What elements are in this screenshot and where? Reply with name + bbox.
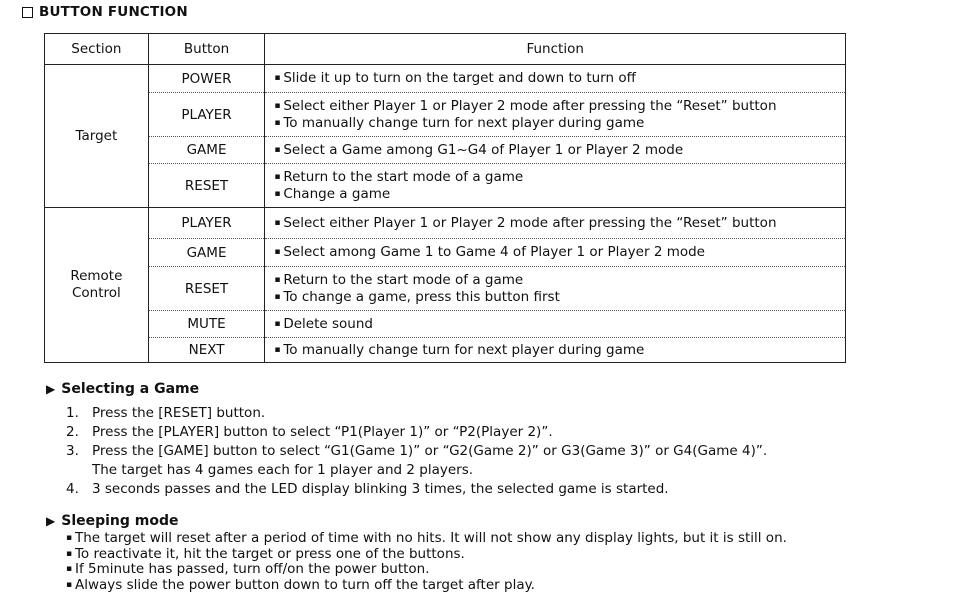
button-name: GAME <box>148 239 265 267</box>
button-function-table <box>44 33 846 363</box>
table-row <box>45 164 846 208</box>
function-cell <box>265 65 846 93</box>
header-section: Section <box>45 34 149 65</box>
button-name: RESET <box>148 267 265 311</box>
table-row <box>45 208 846 239</box>
step-continuation: The target has 4 games each for 1 player and 2 players. <box>92 462 474 478</box>
section-target: Target <box>45 65 149 208</box>
table-header-row <box>45 34 846 65</box>
step-text: 3 seconds passes and the LED display blinking 3 times, the selected game is started. <box>92 481 669 497</box>
function-line: ▪ Return to the start mode of a game <box>274 169 845 186</box>
function-cell <box>265 164 846 208</box>
table-row <box>45 137 846 164</box>
function-line: ▪ Delete sound <box>274 316 845 333</box>
section-line: Control <box>71 285 121 301</box>
step-text: Press the [PLAYER] button to select “P1(Player 1)” or “P2(Player 2)”. <box>92 424 553 440</box>
header-button: Button <box>148 34 265 65</box>
function-line: ▪ Select among Game 1 to Game 4 of Player 1 or Player 2 mode <box>274 244 845 261</box>
step-number: 4. <box>66 481 79 497</box>
step-text: Press the [RESET] button. <box>92 405 266 421</box>
button-name: NEXT <box>148 338 265 363</box>
step-number: 3. <box>66 443 79 459</box>
function-line: ▪ Return to the start mode of a game <box>274 272 845 289</box>
list-item <box>66 480 767 499</box>
table-row <box>45 311 846 338</box>
list-item <box>66 423 767 442</box>
sleeping-mode-list <box>66 531 787 594</box>
function-line: ▪ To manually change turn for next player during game <box>274 115 845 132</box>
section-line: Remote <box>70 268 123 284</box>
table-row <box>45 239 846 267</box>
function-cell <box>265 137 846 164</box>
function-cell <box>265 93 846 137</box>
function-line: ▪ Select a Game among G1~G4 of Player 1 or Player 2 mode <box>274 142 845 159</box>
table-row <box>45 93 846 137</box>
table-row <box>45 65 846 93</box>
step-number: 2. <box>66 424 79 440</box>
function-cell <box>265 311 846 338</box>
table-row <box>45 338 846 363</box>
function-cell <box>265 239 846 267</box>
button-name: MUTE <box>148 311 265 338</box>
function-line: ▪ Change a game <box>274 186 845 203</box>
list-item <box>66 442 767 461</box>
button-name: RESET <box>148 164 265 208</box>
step-text: Press the [GAME] button to select “G1(Game 1)” or “G2(Game 2)” or G3(Game 3)” or G4(Game 4)”. <box>92 443 768 459</box>
function-line: ▪ To manually change turn for next player during game <box>274 342 845 359</box>
header-function: Function <box>265 34 846 65</box>
function-line: ▪ To change a game, press this button first <box>274 289 845 306</box>
function-line: ▪ Select either Player 1 or Player 2 mode after pressing the “Reset” button <box>274 215 845 232</box>
sleeping-mode-title <box>46 513 179 529</box>
function-cell <box>265 338 846 363</box>
triangle-right-icon: ▶ <box>46 382 56 396</box>
button-function-heading <box>22 4 188 20</box>
function-cell <box>265 267 846 311</box>
list-item: ▪ The target will reset after a period of time with no hits. It will not show any display lights, but it is still on. <box>66 531 787 547</box>
function-cell <box>265 208 846 239</box>
table-row <box>45 267 846 311</box>
checkbox-square-icon <box>22 7 33 18</box>
sleeping-mode-title-text: Sleeping mode <box>61 513 179 529</box>
section-remote-control <box>45 208 149 363</box>
selecting-game-steps <box>66 404 767 499</box>
button-name: PLAYER <box>148 208 265 239</box>
list-item <box>66 404 767 423</box>
list-item: ▪ To reactivate it, hit the target or press one of the buttons. <box>66 547 787 563</box>
function-line: ▪ Slide it up to turn on the target and down to turn off <box>274 70 845 87</box>
list-item: ▪ If 5minute has passed, turn off/on the power button. <box>66 562 787 578</box>
function-line: ▪ Select either Player 1 or Player 2 mode after pressing the “Reset” button <box>274 98 845 115</box>
selecting-game-title-text: Selecting a Game <box>61 381 200 397</box>
button-name: POWER <box>148 65 265 93</box>
button-name: PLAYER <box>148 93 265 137</box>
heading-text: BUTTON FUNCTION <box>39 4 188 20</box>
step-number: 1. <box>66 405 79 421</box>
list-item: ▪ Always slide the power button down to turn off the target after play. <box>66 578 787 594</box>
triangle-right-icon: ▶ <box>46 514 56 528</box>
button-name: GAME <box>148 137 265 164</box>
selecting-game-title <box>46 381 199 397</box>
